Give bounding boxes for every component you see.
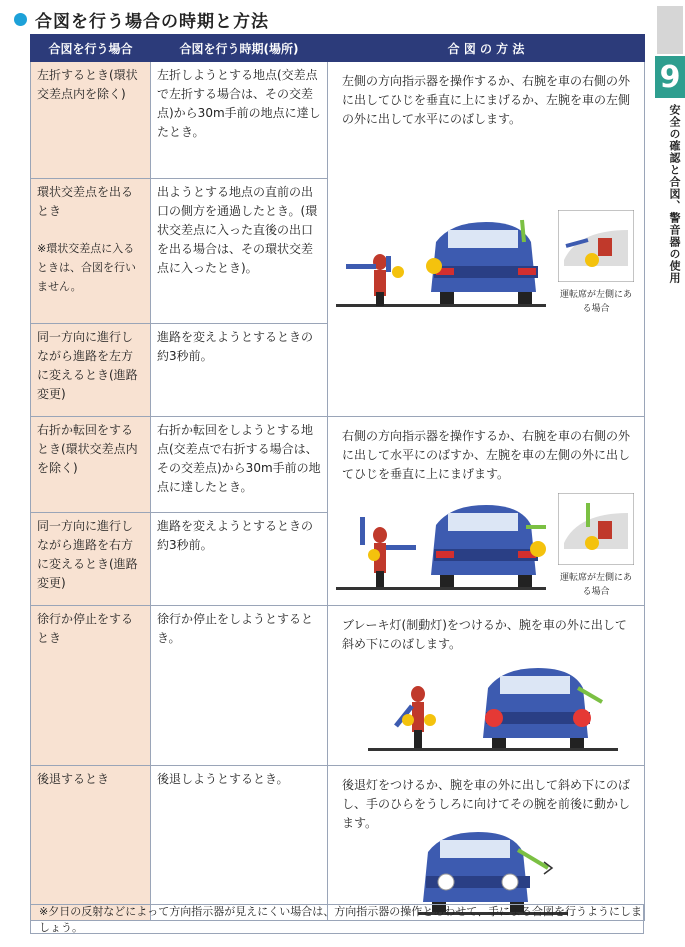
roundabout-note: ※環状交差点に入るときは、合図を行いません。 <box>37 242 136 293</box>
row-left-turn-when: 左折するとき(環状交差点内を除く) <box>31 62 151 179</box>
method-right-text: 右側の方向指示器を操作するか、右腕を車の右側の外に出して水平にのばすか、左腕を車の左側の外に出してひじを垂直に上にまげます。 <box>342 429 631 481</box>
method-left <box>328 62 645 417</box>
table-header-row <box>31 35 645 62</box>
right-signal-illustration <box>336 495 546 595</box>
row-right-turn-when: 右折か転回をするとき(環状交差点内を除く) <box>31 417 151 513</box>
method-back <box>328 766 645 921</box>
row-back-timing: 後退しようとするとき。 <box>151 766 328 921</box>
method-back-text: 後退灯をつけるか、腕を車の外に出して斜め下にのばし、手のひらをうしろに向けてその腕を前後に動かします。 <box>342 778 631 830</box>
chapter-tab-bar <box>657 6 683 54</box>
row-roundabout-exit-when <box>31 179 151 324</box>
row-left-turn-timing: 左折しようとする地点(交差点で左折する場合は、その交差点)から30m手前の地点に達したとき。 <box>151 62 328 179</box>
signal-table <box>30 34 645 921</box>
section-title <box>14 6 269 32</box>
row-roundabout-exit-label: 環状交差点を出るとき <box>37 185 134 218</box>
header-method: 合 図 の 方 法 <box>328 35 645 62</box>
table-row <box>31 62 645 179</box>
row-stop-when: 徐行か停止をするとき <box>31 606 151 766</box>
row-lane-left-when: 同一方向に進行しながら進路を左方に変えるとき(進路変更) <box>31 324 151 417</box>
header-when: 合図を行う場合 <box>31 35 151 62</box>
right-inset-illustration <box>558 493 634 565</box>
row-lane-left-timing: 進路を変えようとするときの約3秒前。 <box>151 324 328 417</box>
method-left-text: 左側の方向指示器を操作するか、右腕を車の右側の外に出してひじを垂直に上にまげるか、左腕を車の左側の外に出して水平にのばします。 <box>342 74 631 126</box>
row-stop-timing: 徐行か停止をしようとするとき。 <box>151 606 328 766</box>
row-back-when: 後退するとき <box>31 766 151 921</box>
stop-signal-illustration <box>368 658 618 758</box>
section-title-text: 合図を行う場合の時期と方法 <box>35 11 269 32</box>
chapter-number: 9 <box>655 56 685 98</box>
footnote: ※夕日の反射などによって方向指示器が見えにくい場合は、方向指示器の操作とあわせて、手による合図を行うようにしましょう。 <box>30 904 644 934</box>
left-inset <box>558 210 634 316</box>
left-inset-illustration <box>558 210 634 282</box>
method-stop-text: ブレーキ灯(制動灯)をつけるか、腕を車の外に出して斜め下にのばします。 <box>342 618 627 651</box>
table-row <box>31 417 645 513</box>
chapter-title: 安全の確認と合図、警音器の使用 <box>668 104 681 284</box>
table-row <box>31 606 645 766</box>
table-row <box>31 766 645 921</box>
row-roundabout-exit-timing: 出ようとする地点の直前の出口の側方を通過したとき。(環状交差点に入った直後の出口を出る場合は、その環状交差点に入ったとき)。 <box>151 179 328 324</box>
header-timing: 合図を行う時期(場所) <box>151 35 328 62</box>
method-right <box>328 417 645 606</box>
bullet-dot-icon <box>14 13 27 26</box>
row-lane-right-timing: 進路を変えようとするときの約3秒前。 <box>151 513 328 606</box>
left-signal-illustration <box>336 212 546 312</box>
row-lane-right-when: 同一方向に進行しながら進路を右方に変えるとき(進路変更) <box>31 513 151 606</box>
right-inset <box>558 493 634 599</box>
left-inset-caption: 運転席が左側にある場合 <box>559 290 632 314</box>
chapter-tab <box>655 0 685 947</box>
row-right-turn-timing: 右折か転回をしようとする地点(交差点で右折する場合は、その交差点)から30m手前の地点に達したとき。 <box>151 417 328 513</box>
method-stop <box>328 606 645 766</box>
right-inset-caption: 運転席が左側にある場合 <box>559 573 632 597</box>
